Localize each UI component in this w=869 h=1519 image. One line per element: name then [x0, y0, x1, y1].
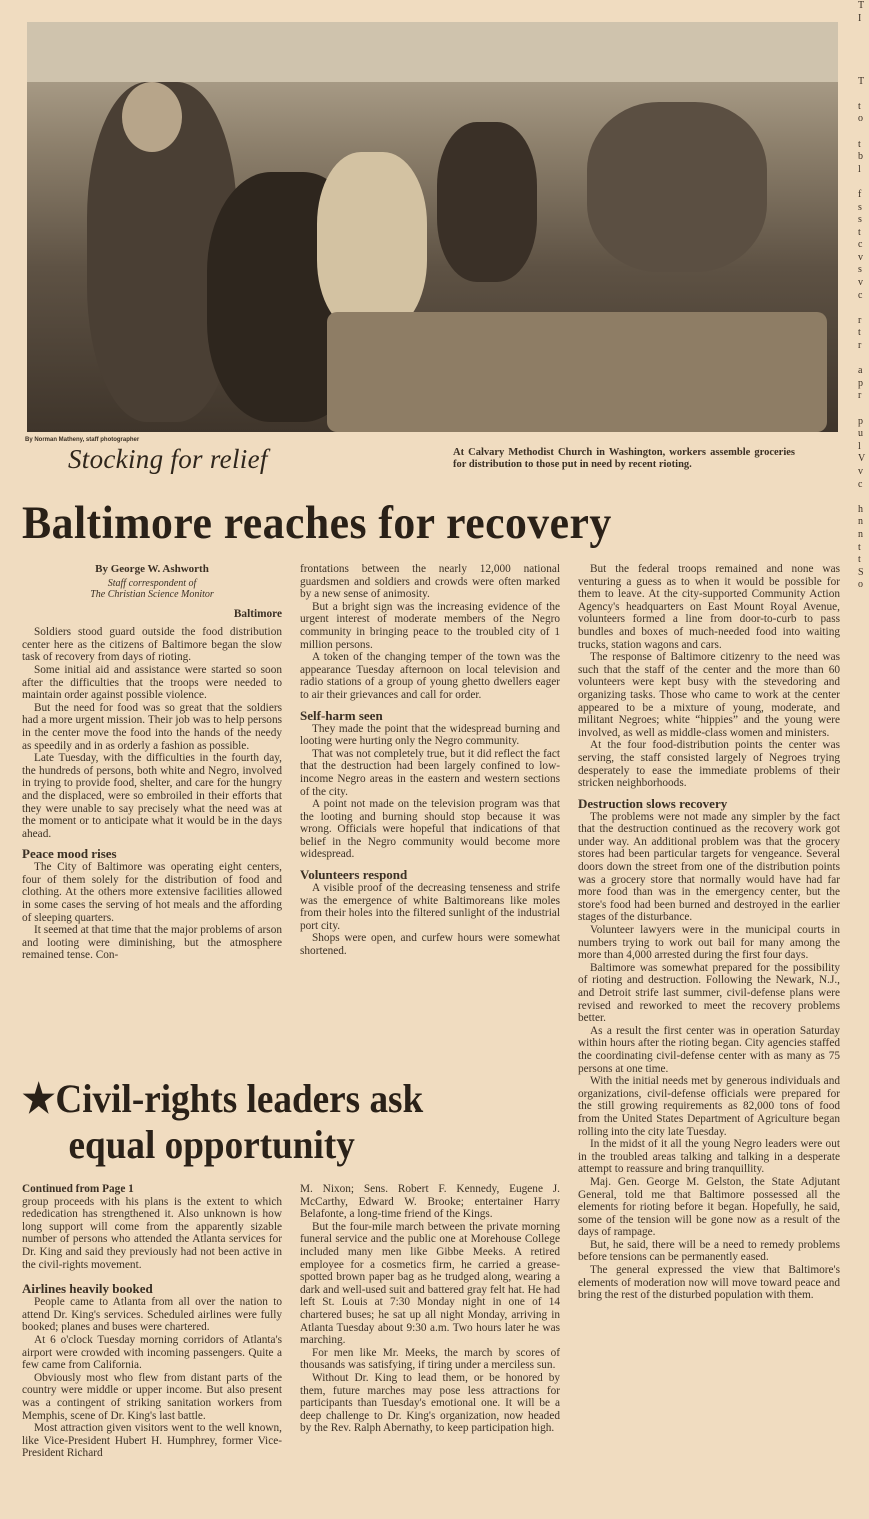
paragraph: That was not completely true, but it did reflect the fact that the destruction had been largely confined to low-income Negro areas in the eastern and western sections of the city. [300, 747, 560, 798]
paragraph: The City of Baltimore was operating eight centers, four of them solely for the distribution of food and clothing. At the others more extensive facilities allowed in some cases the serving of hot meals and the affording of sleeping quarters. [22, 861, 282, 924]
subhead: Airlines heavily booked [22, 1281, 153, 1297]
photo-figure [317, 152, 427, 332]
headline-line-1: ★Civil-rights leaders ask [22, 1076, 424, 1121]
article2-column-2 [300, 1183, 560, 1435]
subhead: Self-harm seen [300, 707, 383, 723]
photo-figure [122, 82, 182, 152]
photo-title: Stocking for relief [68, 444, 268, 474]
paragraph: At 6 o'clock Tuesday morning corridors of Atlanta's airport were crowded with incoming passengers. Quite a few came from California. [22, 1333, 282, 1372]
paragraph: But a bright sign was the increasing evidence of the urgent interest of moderate members of the Negro community in bringing peace to the troubled city of 1 million persons. [300, 600, 560, 651]
paragraph: But the federal troops remained and none was venturing a guess as to when it would be possible for them to leave. At the city-supported Community Action Agency's headquarters on East Mount Royal Avenue, volunteers formed a line from door-to-curb to pass bundles and boxes of much-needed food into waiting trucks, station wagons and cars. [578, 563, 840, 651]
paragraph: Most attraction given visitors went to the well known, like Vice-President Hubert H. Humphrey, former Vice-President Richard [22, 1422, 282, 1460]
paragraph: At the four food-distribution points the center was serving, the staff consisted largely of Negroes trying desperately to ease the immediate problems of their stricken neighborhoods. [578, 739, 840, 790]
paragraph: A visible proof of the decreasing tenseness and strife was the emergence of white Baltimoreans like moles from their holes into the filtered sunlight of the industrial port city. [300, 882, 560, 932]
paragraph: Without Dr. King to lead them, or be honored by them, future marches may pose less attractions for participants than Tuesday's emotional one. It will be a deep challenge to Dr. King's organization, now headed by the Rev. Ralph Abernathy, to keep participation high. [300, 1371, 560, 1435]
adjacent-column-fragment: T I T t o t b l f s s t c v s v c r t r a p r p u l V v c h n n t t S o [858, 0, 866, 591]
photo-caption: At Calvary Methodist Church in Washington, workers assemble groceries for distribution to those put in need by recent rioting. [453, 447, 795, 470]
paragraph: The general expressed the view that Baltimore's elements of moderation now will move toward peace and bring the rest of the disturbed population with them. [578, 1264, 840, 1302]
byline-publication: The Christian Science Monitor [90, 588, 214, 600]
paragraph: But the four-mile march between the private morning funeral service and the public one at Morehouse College included many men like Gibbe Meeks. A retired employee for a cosmetics firm, he carried a grease-spotted brown paper bag as he trudged along, wearing a dark and well-used suit and battered gray felt hat. He had left St. Louis at 7:30 Monday night in one of 14 chartered buses; he sat up all night Monday, arriving in Atlanta Tuesday about 9:30 a.m. Two hours later he was marching. [300, 1220, 560, 1347]
photo-figure [587, 102, 767, 272]
dateline: Baltimore [233, 607, 282, 620]
headline-baltimore: Baltimore reaches for recovery [22, 497, 612, 549]
headline-civil-rights [22, 1076, 524, 1168]
paragraph: Obviously most who flew from distant parts of the country were middle or upper income. But also present was a contingent of striking sanitation workers from Memphis, scene of Dr. King's last battle. [22, 1371, 282, 1422]
paragraph: As a result the first center was in operation Saturday within hours after the rioting began. City agencies staffed the coordinating civil-defense center with as many as 75 persons at one time. [578, 1024, 840, 1075]
photo-figure [437, 122, 537, 282]
paragraph: Volunteer lawyers were in the municipal courts in numbers trying to work out bail for many among the more than 4,000 arrested during the first four days. [578, 924, 840, 962]
paragraph: A point not made on the television program was that the looting and burning should stop because it was wrong. Officials were hopeful that indications of that belief in the Negro community would become more widespread. [300, 798, 560, 861]
paragraph: For men like Mr. Meeks, the march by scores of thousands was satisfying, if tiring under a merciless sun. [300, 1346, 560, 1372]
paragraph: They made the point that the widespread burning and looting were hurting only the Negro community. [300, 722, 560, 748]
paragraph: It seemed at that time that the major problems of arson and looting were diminishing, but the atmosphere remained tense. Con- [22, 924, 282, 962]
photo-groceries [327, 312, 827, 432]
article1-column-3 [578, 563, 840, 1302]
paragraph: But, he said, there will be a need to remedy problems before tensions can be permanently eased. [578, 1238, 840, 1264]
paragraph: The response of Baltimore citizenry to the need was such that the staff of the center and the more than 60 volunteers were kept busy with the stevedoring and organizing tasks. Those who came to work at the center appeared to be a mixture of young, moderate, and militant Negroes; white “hippies” and the young were involved, as well as middle-class women and ministers. [578, 651, 840, 739]
paragraph: Soldiers stood guard outside the food distribution center here as the citizens of Baltimore began the slow task of recovery from days of rioting. [22, 626, 282, 664]
photo-stocking-relief [27, 22, 838, 432]
article1-column-2 [300, 563, 560, 958]
paragraph: Baltimore was somewhat prepared for the possibility of rioting and destruction. Following the Newark, N.J., and Detroit strife last summer, civil-defense plans were revised and reworked to meet the recovery problems better. [578, 961, 840, 1025]
photo-ceiling [27, 22, 838, 82]
paragraph: Maj. Gen. George M. Gelston, the State Adjutant General, told me that Baltimore possessed all the elements for rioting before it began. Hopefully, he said, some of the tension will be gone now as a result of the days of rampage. [578, 1175, 840, 1239]
byline-role: Staff correspondent of [107, 577, 197, 589]
article2-column-1 [22, 1183, 282, 1460]
paragraph: The problems were not made any simpler by the fact that the destruction continued as the recovery work got under way. An additional problem was that the grocery stores had been particular targets for vengeance. Several doors down the street from one of the distribution points was a grocery store that normally would have had far more food than was in the emergency center, but the store's food had been burned and destroyed in the earlier stages of the disturbance. [578, 810, 840, 924]
paragraph: Late Tuesday, with the difficulties in the fourth day, the hundreds of persons, both white and Negro, involved in trying to provide food, shelter, and care for the hungry and the displaced, were so embroiled in their efforts that they were unable to say precisely what the need was at the moment or to anticipate what it would be in the days ahead. [22, 752, 282, 840]
article1-column-1 [22, 563, 282, 962]
subhead: Volunteers respond [300, 867, 408, 883]
paragraph: Some initial aid and assistance were started so soon after the difficulties that the troops were needed to maintain order against possible violence. [22, 663, 282, 702]
headline-line-2: equal opportunity [68, 1122, 355, 1167]
paragraph: But the need for food was so great that the soldiers had a more urgent mission. Their job was to help persons in the center move the food into the hands of the needy as speedily and in as orderly a fashion as possible. [22, 701, 282, 752]
paragraph: With the initial needs met by generous individuals and organizations, civil-defense officials were prepared for the still growing requirements as 82,000 tons of food from the United States Department of Agriculture began rolling into the city late Tuesday. [578, 1075, 840, 1138]
paragraph: A token of the changing temper of the town was the appearance Tuesday afternoon on local television and radio stations of a group of young ghetto dwellers eager to air their grievances and call for order. [300, 651, 560, 701]
continued-label: Continued from Page 1 [22, 1183, 134, 1195]
paragraph: People came to Atlanta from all over the nation to attend Dr. King's services. Scheduled airlines were fully booked; planes and buses were chartered. [22, 1296, 282, 1334]
paragraph: M. Nixon; Sens. Robert F. Kennedy, Eugene J. McCarthy, Edward W. Brooke; entertainer Harry Belafonte, a long-time friend of the Kings. [300, 1183, 560, 1221]
paragraph: In the midst of it all the young Negro leaders were out in the troubled areas talking and talking in a desperate attempt to reassure and bring tranquillity. [578, 1138, 840, 1176]
paragraph: frontations between the nearly 12,000 national guardsmen and soldiers and crowds were often marked by a new sense of animosity. [300, 563, 560, 601]
subhead: Peace mood rises [22, 846, 117, 862]
subhead: Destruction slows recovery [578, 795, 728, 811]
byline: By George W. Ashworth [95, 563, 209, 575]
paragraph: Shops were open, and curfew hours were somewhat shortened. [300, 932, 560, 958]
photo-credit: By Norman Matheny, staff photographer [25, 437, 140, 443]
paragraph: group proceeds with his plans is the extent to which rededication has strengthened it. Also unknown is how long support will come from the apparently sizable number of persons who attended the Atlanta services for Dr. King and said they previously had not been active in the civil-rights movement. [22, 1195, 282, 1271]
